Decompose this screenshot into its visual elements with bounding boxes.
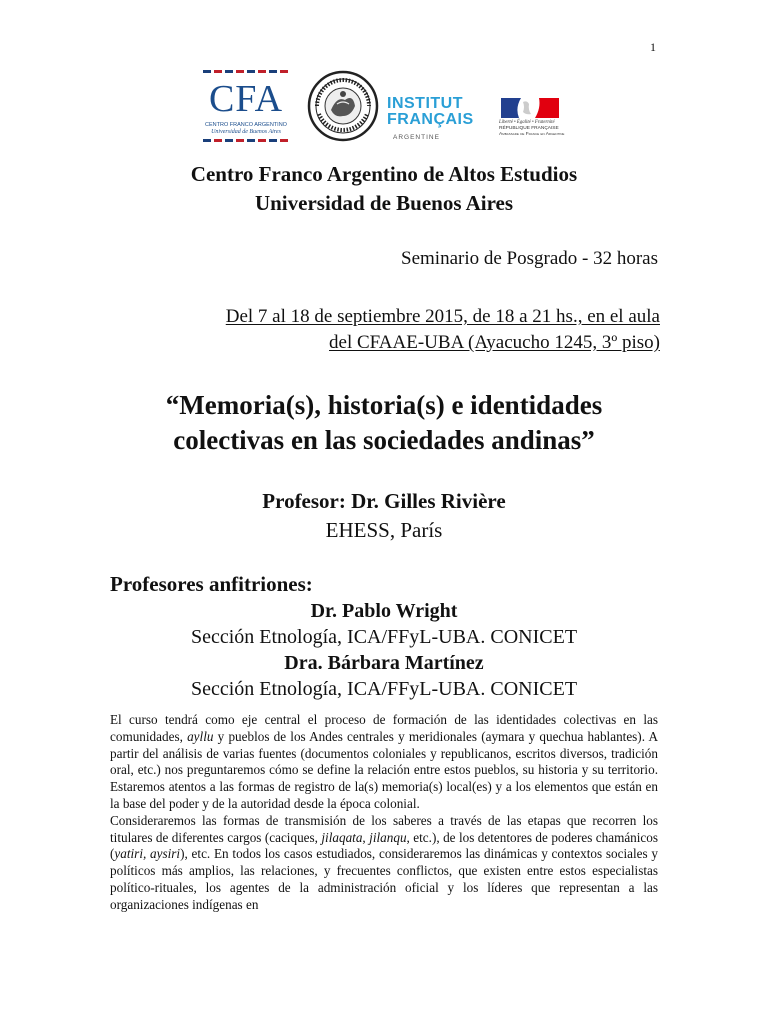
seminar-title	[0, 388, 768, 458]
ambassade-embassy: Ambassade de France en Argentine	[499, 132, 565, 137]
p2-text-d: ), etc. En todos los casos estudiados, consideraremos las dinámicas y contextos sociales y políticos más amplios, las relaciones, y frecuentes conflictos, que existen entre estos especialistas político-rituales, los agentes de la administración oficial y los líderes que representan a las organizaciones indígenas en	[110, 846, 658, 912]
dates-line2: del CFAAE-UBA (Ayacucho 1245, 3º piso)	[329, 332, 660, 353]
host1-name: Dr. Pablo Wright	[310, 600, 458, 622]
p2-text-a: Consideraremos las formas de transmisión de los saberes a través de las etapas que recorren los titulares de diferentes cargos (caciques,	[110, 812, 658, 845]
if-logo-line1: INSTITUT	[387, 95, 463, 112]
p2-term-jilaqata: jilaqata	[321, 829, 363, 845]
p2-text-c: , etc.), de los detentores de poderes chamánicos (	[110, 829, 659, 862]
cfa-logo-letters: CFA	[208, 78, 284, 120]
if-logo-line2: FRANÇAIS	[387, 111, 474, 128]
institut-francais-logo	[385, 96, 475, 150]
cfa-top-dashes	[203, 70, 289, 73]
host2-affiliation: Sección Etnología, ICA/FFyL-UBA. CONICET	[190, 678, 578, 700]
institution-heading	[0, 160, 768, 218]
ambassade-motto: Liberté • Égalité • Fraternité	[499, 120, 555, 125]
cfa-logo-line1: CENTRO FRANCO ARGENTINO	[205, 122, 287, 128]
institution-line2: Universidad de Buenos Aires	[254, 191, 514, 215]
if-logo-sub: ARGENTINE	[393, 134, 440, 141]
p2-text-b: ,	[362, 829, 370, 845]
french-flag-icon	[501, 98, 559, 118]
description-paragraph-1	[110, 712, 658, 813]
host1-affiliation: Sección Etnología, ICA/FFyL-UBA. CONICET	[190, 626, 578, 648]
dates-block	[226, 304, 660, 356]
ambassade-republic: RÉPUBLIQUE FRANÇAISE	[499, 126, 559, 131]
dates-line1: Del 7 al 18 de septiembre 2015, de 18 a 21 hs., en el aula	[225, 306, 660, 327]
description-paragraph-2	[110, 813, 658, 914]
page-number: 1	[650, 40, 656, 54]
p2-term-jilanqu: jilanqu	[369, 829, 407, 845]
professor-name: Profesor: Dr. Gilles Rivière	[262, 489, 506, 513]
host2-name: Dra. Bárbara Martínez	[284, 652, 484, 674]
seminar-label: Seminario de Posgrado - 32 horas	[401, 248, 658, 269]
title-line1: “Memoria(s), historia(s) e identidades	[165, 390, 603, 420]
p1-term-ayllu: ayllu	[187, 728, 214, 744]
title-line2: colectivas en las sociedades andinas”	[173, 425, 595, 455]
course-description	[110, 712, 658, 914]
p2-term-yatiri: yatiri, aysiri	[114, 846, 181, 862]
p1-text-a: El curso tendrá como eje central el proceso de formación de las identidades colectivas en las comunidades,	[110, 712, 658, 744]
cfa-logo	[203, 70, 289, 142]
hosts-heading: Profesores anfitriones:	[110, 572, 313, 596]
p1-text-b: y pueblos de los Andes centrales y meridionales (aymara y quechua hablantes). A partir del análisis de varias fuentes (documentos coloniales y republicanos, escritos diversos, tradición oral, etc.) nos preguntaremos cómo se define la relación entre estos pueblos, su historia y su territorio. Estaremos atentos a las formas de registro de la(s) memoria(s) local(es) y a los elementos que están en la base del poder y de la autoridad desde la época colonial.	[110, 728, 658, 811]
logo-strip	[203, 64, 569, 154]
institution-line1: Centro Franco Argentino de Altos Estudios	[190, 162, 578, 186]
cfa-bottom-dashes	[203, 139, 289, 142]
uba-seal-icon	[307, 70, 379, 142]
professor-institution: EHESS, París	[325, 518, 443, 542]
hosts-list	[0, 598, 768, 702]
cfa-logo-line2: Universidad de Buenos Aires	[211, 129, 281, 135]
ambassade-logo	[499, 98, 571, 152]
